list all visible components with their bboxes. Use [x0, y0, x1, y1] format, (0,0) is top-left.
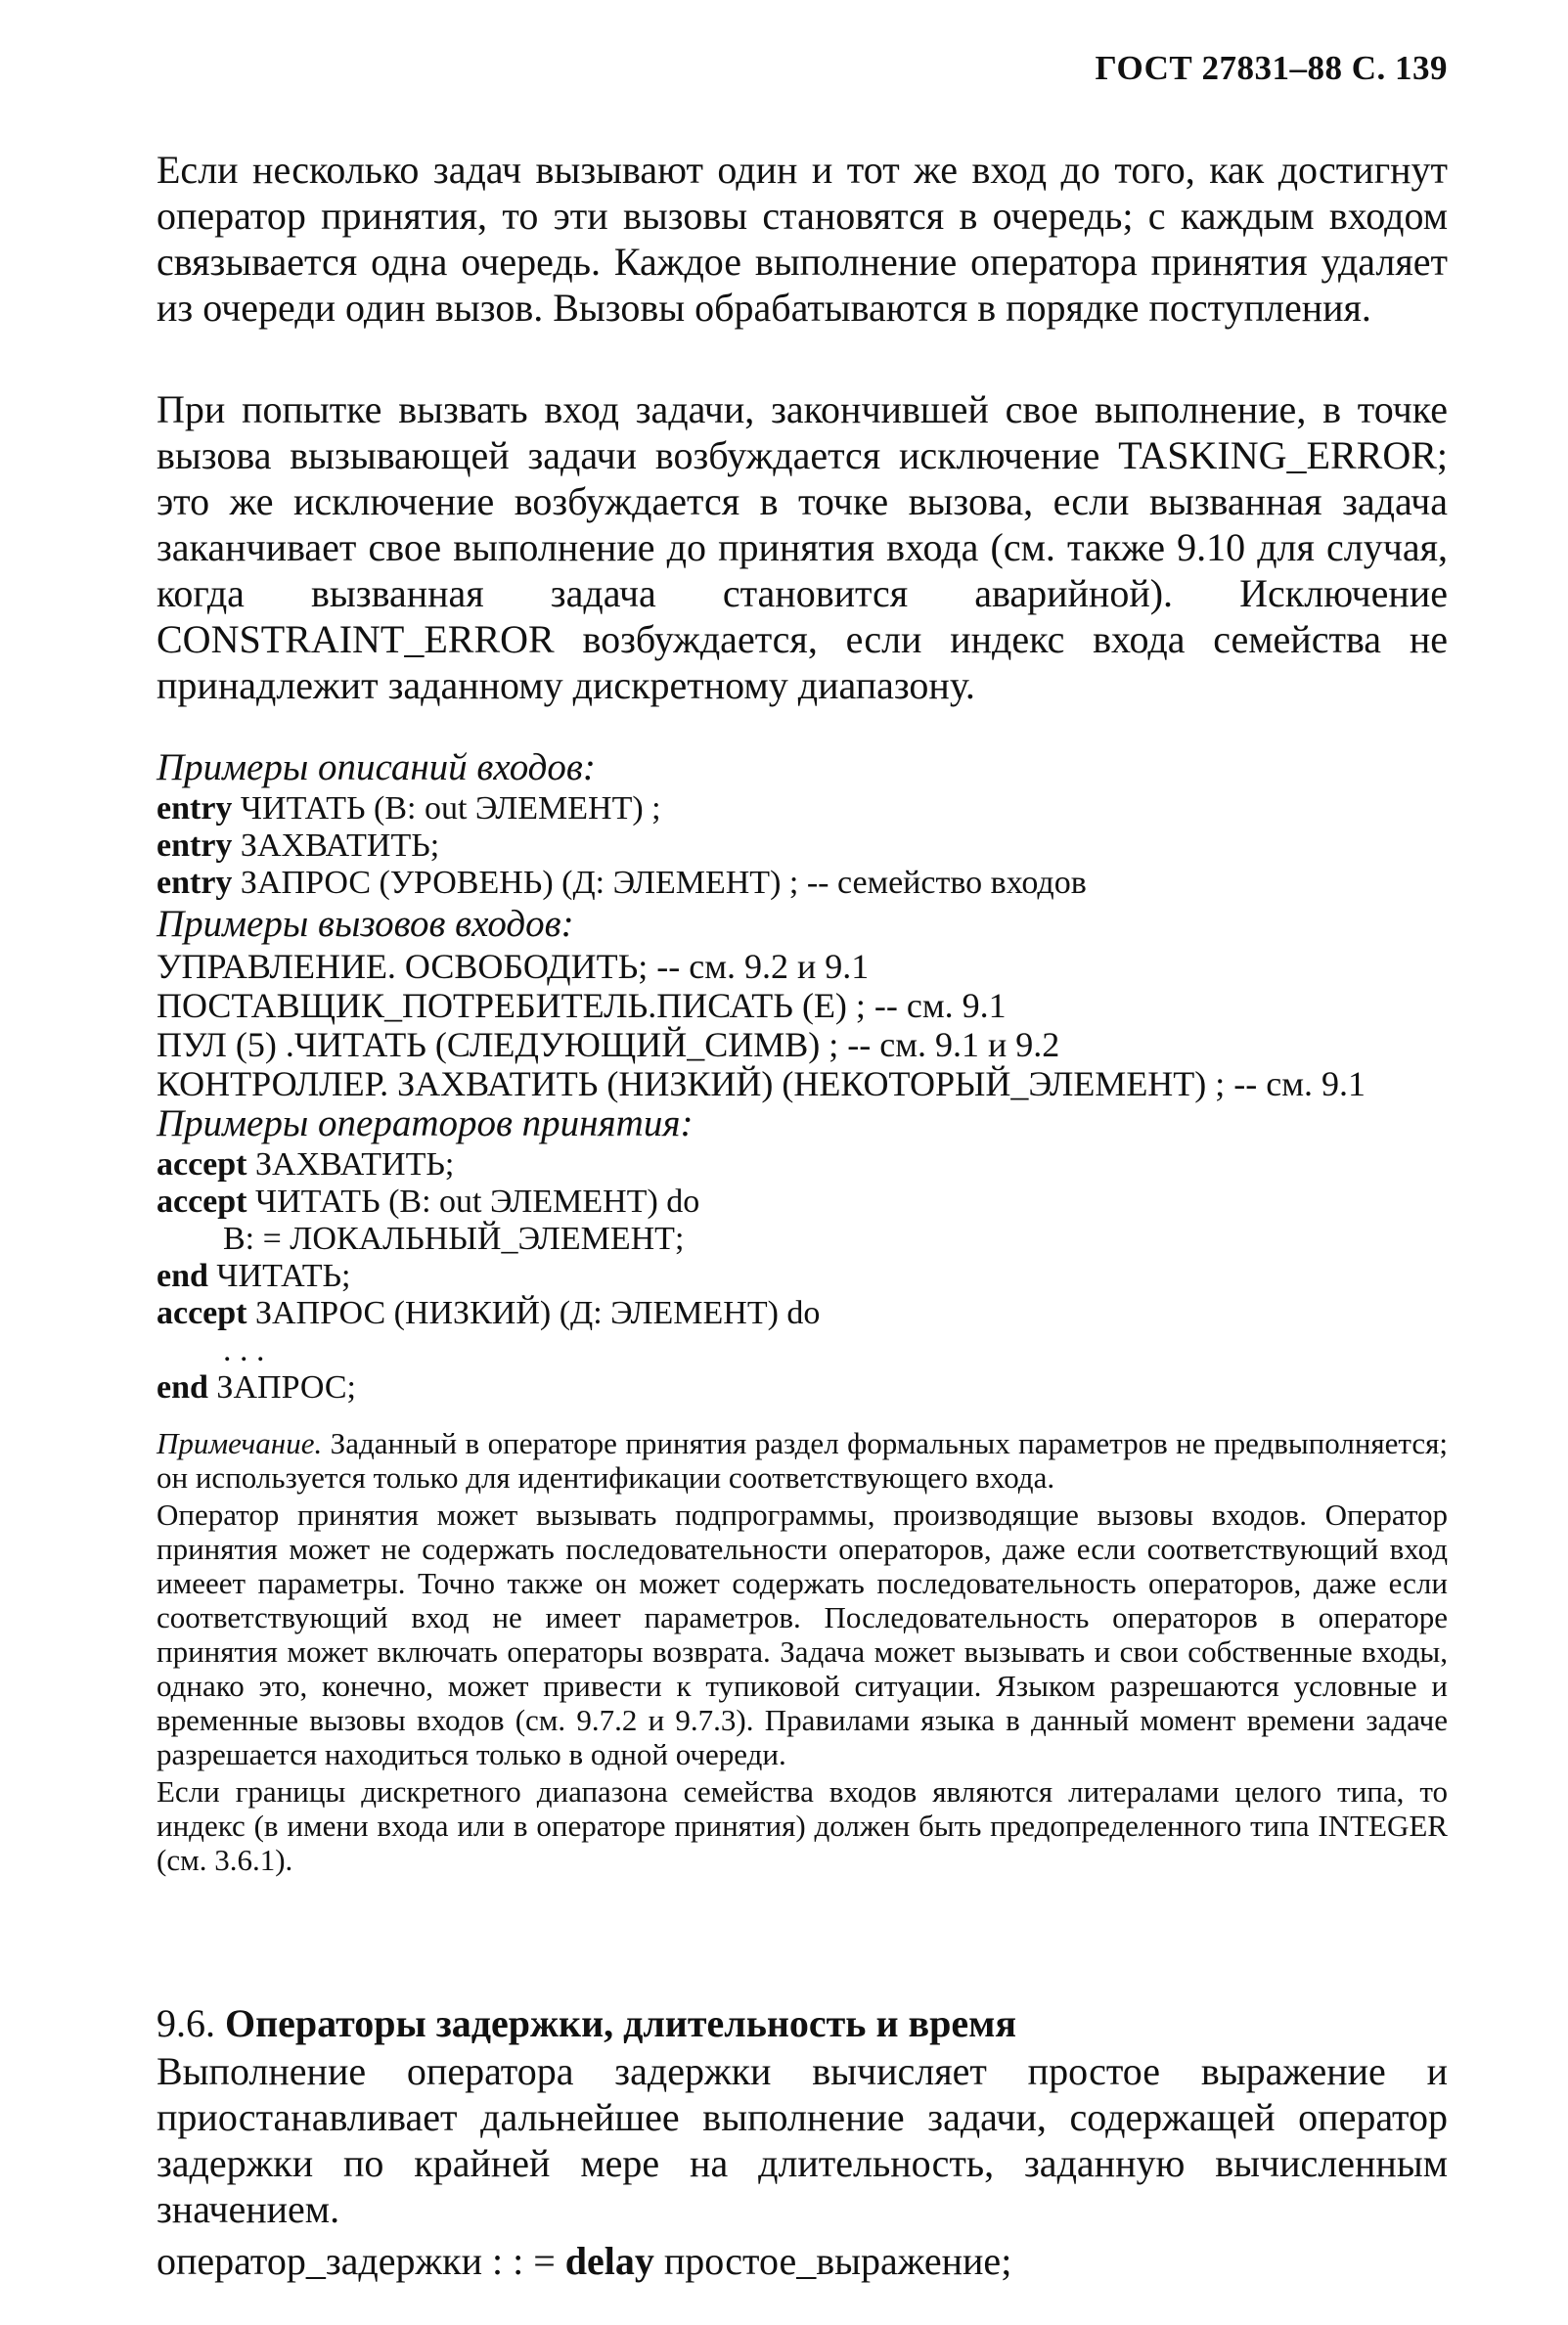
code-line: entry ЗАХВАТИТЬ;	[157, 827, 440, 864]
note-paragraph-3: Если границы дискретного диапазона семейства входов являются литералами целого типа, то индекс (в имени входа или в операторе принятия) должен быть предопределенного типа INTEGER (см. 3.6.1).	[157, 1774, 1448, 1877]
note-paragraph-2: Оператор принятия может вызывать подпрограммы, производящие вызовы входов. Оператор принятия может не содержать последовательности операторов, даже если соответствующий вход имееет параметры. Точно также он может содержать последовательность операторов, даже если соответствующий вход не имеет параметров. Последовательность операторов в операторе принятия может включать операторы возврата. Задача может вызывать и свои собственные входы, однако это, конечно, может привести к тупиковой ситуации. Языком разрешаются условные и временные вызовы входов (см. 9.7.2 и 9.7.3). Правилами языка в данный момент времени задаче разрешается находиться только в одной очереди.	[157, 1498, 1448, 1771]
delay-syntax: оператор_задержки : : = delay простое_выражение;	[157, 2239, 1012, 2283]
running-header: ГОСТ 27831–88 С. 139	[1095, 49, 1448, 87]
code-line: end ЧИТАТЬ;	[157, 1258, 351, 1294]
code-line: end ЗАПРОС;	[157, 1369, 356, 1406]
code-line: ПОСТАВЩИК_ПОТРЕБИТЕЛЬ.ПИСАТЬ (Е) ; -- см. 9.1	[157, 986, 1007, 1025]
code-line: . . .	[157, 1332, 265, 1368]
call-examples-heading: Примеры вызовов входов:	[157, 903, 574, 945]
intro-paragraph-2: При попытке вызвать вход задачи, закончившей свое выполнение, в точке вызова вызывающей задачи возбуждается исключение TASKING_ERROR; это же исключение возбуждается в точке вызова, если вызванная задача заканчивает свое выполнение до принятия входа (см. также 9.10 для случая, когда вызванная задача становится аварийной). Исключение CONSTRAINT_ERROR возбуждается, если индекс входа семейства не принадлежит заданному дискретному диапазону.	[157, 387, 1448, 707]
code-line: ПУЛ (5) .ЧИТАТЬ (СЛЕДУЮЩИЙ_СИМВ) ; -- см. 9.1 и 9.2	[157, 1025, 1060, 1064]
code-line: УПРАВЛЕНИЕ. ОСВОБОДИТЬ; -- см. 9.2 и 9.1	[157, 947, 870, 986]
code-line: entry ЗАПРОС (УРОВЕНЬ) (Д: ЭЛЕМЕНТ) ; -- семейство входов	[157, 865, 1087, 901]
note-paragraph: Примечание. Заданный в операторе принятия раздел формальных параметров не предвыполняется; он используется только для идентификации соответствующего входа.	[157, 1426, 1448, 1495]
accept-statement-examples	[157, 1101, 1448, 1407]
code-line: accept ЗАХВАТИТЬ;	[157, 1146, 455, 1183]
entry-declaration-examples	[157, 745, 1448, 902]
section-heading: 9.6. Операторы задержки, длительность и время	[157, 2001, 1016, 2045]
intro-paragraph-1: Если несколько задач вызывают один и тот же вход до того, как достигнут оператор принятия, то эти вызовы становятся в очередь; с каждым входом связывается одна очередь. Каждое выполнение оператора принятия удаляет из очереди один вызов. Вызовы обрабатываются в порядке поступления.	[157, 148, 1448, 330]
section-paragraph: Выполнение оператора задержки вычисляет простое выражение и приостанавливает дальнейшее выполнение задачи, содержащей оператор задержки по крайней мере на длительность, заданную вычисленным значением.	[157, 2049, 1448, 2231]
code-line: accept ЧИТАТЬ (В: out ЭЛЕМЕНТ) do	[157, 1184, 700, 1220]
code-line: entry ЧИТАТЬ (В: out ЭЛЕМЕНТ) ;	[157, 790, 661, 827]
code-line: accept ЗАПРОС (НИЗКИЙ) (Д: ЭЛЕМЕНТ) do	[157, 1295, 821, 1331]
note-block	[157, 1426, 1448, 1877]
section-9-6	[157, 2001, 1448, 2284]
entry-examples-heading: Примеры описаний входов:	[157, 746, 596, 788]
entry-call-examples	[157, 902, 1448, 1103]
code-line: КОНТРОЛЛЕР. ЗАХВАТИТЬ (НИЗКИЙ) (НЕКОТОРЫЙ_ЭЛЕМЕНТ) ; -- см. 9.1	[157, 1064, 1366, 1103]
accept-examples-heading: Примеры операторов принятия:	[157, 1102, 694, 1144]
code-line: В: = ЛОКАЛЬНЫЙ_ЭЛЕМЕНТ;	[157, 1221, 685, 1257]
